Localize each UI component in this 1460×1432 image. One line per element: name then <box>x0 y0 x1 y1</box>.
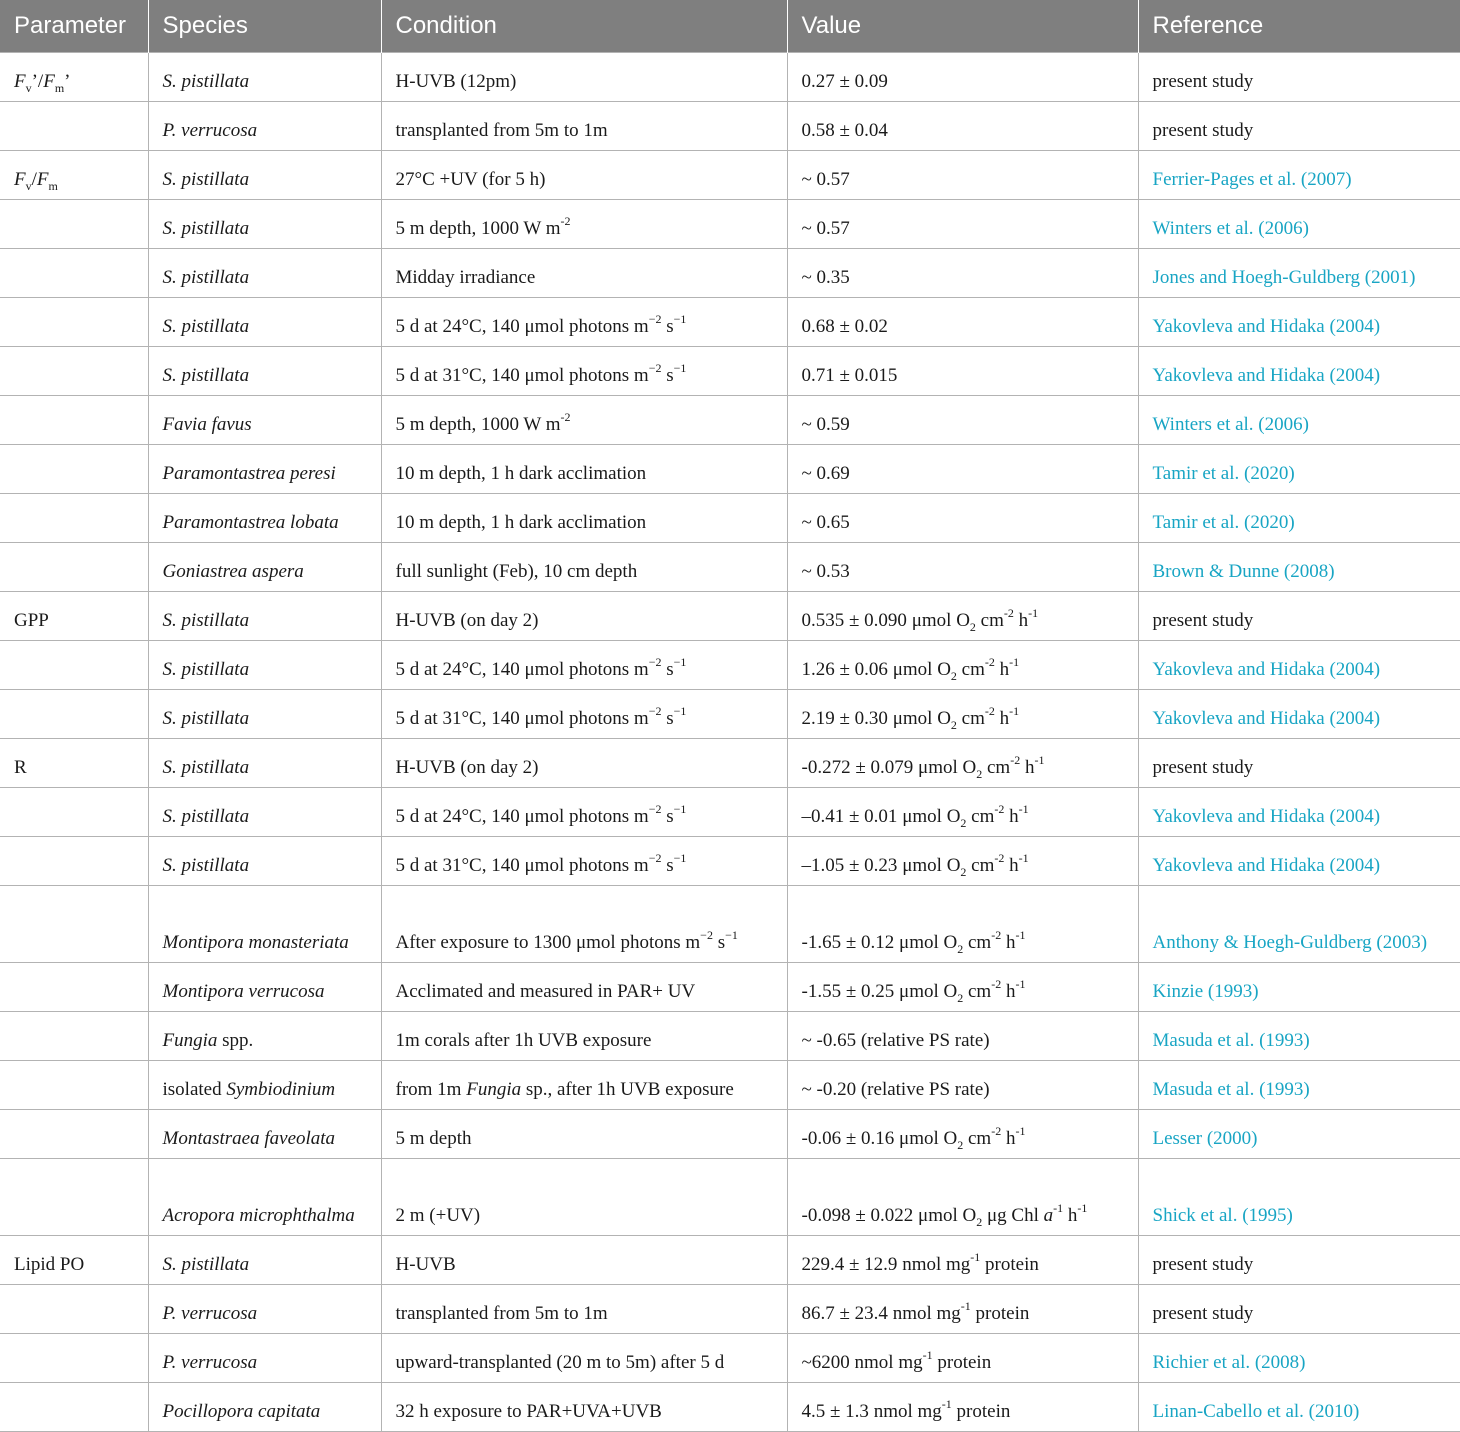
value-cell: –1.05 ± 0.23 μmol $O_2$ $cm^{-2}$ $h^{-1}$ <box>787 836 1138 885</box>
parameter-cell <box>0 346 148 395</box>
value-cell: -1.55 ± 0.25 μmol $O_2$ $cm^{-2}$ $h^{-1}$ <box>787 962 1138 1011</box>
reference-link[interactable]: Masuda et al. (1993) <box>1138 1060 1460 1109</box>
value-cell: 2.19 ± 0.30 μmol $O_2$ $cm^{-2}$ $h^{-1}$ <box>787 689 1138 738</box>
parameter-cell <box>0 1060 148 1109</box>
parameter-cell <box>0 101 148 150</box>
value-cell: ~ -0.20 (relative PS rate) <box>787 1060 1138 1109</box>
condition-cell: 32 h exposure to PAR+UVA+UVB <box>381 1382 787 1431</box>
condition-cell: 5 m depth, 1000 W $m^{-2}$ <box>381 395 787 444</box>
parameter-cell: Lipid PO <box>0 1235 148 1284</box>
parameter-cell <box>0 962 148 1011</box>
header-reference: Reference <box>1138 0 1460 52</box>
parameter-cell <box>0 1011 148 1060</box>
condition-cell: 5 m depth <box>381 1109 787 1158</box>
parameter-cell <box>0 199 148 248</box>
reference-link[interactable]: Jones and Hoegh-Guldberg (2001) <box>1138 248 1460 297</box>
table-row <box>0 689 1460 738</box>
reference-link[interactable]: Tamir et al. (2020) <box>1138 493 1460 542</box>
table-row <box>0 101 1460 150</box>
table-row <box>0 1011 1460 1060</box>
header-row <box>0 0 1460 52</box>
value-cell: ~ 0.57 <box>787 199 1138 248</box>
condition-cell: 5 d at 31°C, 140 μmol photons $m^{-2}$ $s^{-1}$ <box>381 346 787 395</box>
condition-cell: 5 d at 24°C, 140 μmol photons $m^{-2}$ $s^{-1}$ <box>381 297 787 346</box>
parameter-cell: $F_v’/F_m$’ <box>0 52 148 101</box>
parameter-cell <box>0 444 148 493</box>
table-row <box>0 444 1460 493</box>
reference-link[interactable]: Yakovleva and Hidaka (2004) <box>1138 836 1460 885</box>
parameter-cell <box>0 297 148 346</box>
condition-cell: Midday irradiance <box>381 248 787 297</box>
table-row <box>0 542 1460 591</box>
table-row <box>0 1158 1460 1235</box>
value-cell: 0.71 ± 0.015 <box>787 346 1138 395</box>
reference-link[interactable]: Yakovleva and Hidaka (2004) <box>1138 787 1460 836</box>
parameter-cell <box>0 1158 148 1235</box>
table-row <box>0 1235 1460 1284</box>
parameter-cell: GPP <box>0 591 148 640</box>
table-row <box>0 1382 1460 1431</box>
condition-cell: 27°C +UV (for 5 h) <box>381 150 787 199</box>
header-parameter: Parameter <box>14 11 127 39</box>
table-row <box>0 1284 1460 1333</box>
value-cell: 229.4 ± 12.9 nmol $mg^{-1}$ protein <box>787 1235 1138 1284</box>
table-row <box>0 836 1460 885</box>
species-cell: S. pistillata <box>148 787 381 836</box>
table-row <box>0 787 1460 836</box>
species-cell: S. pistillata <box>148 836 381 885</box>
reference-cell: present study <box>1138 738 1460 787</box>
species-cell: P. verrucosa <box>148 1284 381 1333</box>
species-cell: Paramontastrea peresi <box>148 444 381 493</box>
species-cell: S. pistillata <box>148 640 381 689</box>
header-value: Value <box>787 0 1138 52</box>
parameter-cell <box>0 1109 148 1158</box>
table-row <box>0 962 1460 1011</box>
species-cell: S. pistillata <box>148 52 381 101</box>
parameter-cell <box>0 1382 148 1431</box>
condition-cell: 10 m depth, 1 h dark acclimation <box>381 444 787 493</box>
species-cell: Paramontastrea lobata <box>148 493 381 542</box>
table-row <box>0 885 1460 962</box>
condition-cell: H-UVB (on day 2) <box>381 591 787 640</box>
condition-cell: full sunlight (Feb), 10 cm depth <box>381 542 787 591</box>
table-row <box>0 640 1460 689</box>
value-cell: 86.7 ± 23.4 nmol $mg^{-1}$ protein <box>787 1284 1138 1333</box>
table-row <box>0 1109 1460 1158</box>
condition-cell: transplanted from 5m to 1m <box>381 1284 787 1333</box>
condition-cell: 5 m depth, 1000 W $m^{-2}$ <box>381 199 787 248</box>
condition-cell: 10 m depth, 1 h dark acclimation <box>381 493 787 542</box>
parameter-cell <box>0 1284 148 1333</box>
condition-cell: H-UVB (12pm) <box>381 52 787 101</box>
condition-cell: transplanted from 5m to 1m <box>381 101 787 150</box>
table-row <box>0 346 1460 395</box>
table-row <box>0 150 1460 199</box>
table-row <box>0 199 1460 248</box>
value-cell: ~ -0.65 (relative PS rate) <box>787 1011 1138 1060</box>
reference-cell: present study <box>1138 591 1460 640</box>
table-row <box>0 1333 1460 1382</box>
species-cell: S. pistillata <box>148 150 381 199</box>
value-cell: –0.41 ± 0.01 μmol $O_2$ $cm^{-2}$ $h^{-1}$ <box>787 787 1138 836</box>
parameter-cell <box>0 395 148 444</box>
reference-link[interactable]: Yakovleva and Hidaka (2004) <box>1138 640 1460 689</box>
parameter-cell <box>0 836 148 885</box>
condition-cell: H-UVB (on day 2) <box>381 738 787 787</box>
species-cell: Montipora verrucosa <box>148 962 381 1011</box>
parameter-cell <box>0 885 148 962</box>
table-row <box>0 297 1460 346</box>
reference-cell: present study <box>1138 1235 1460 1284</box>
value-cell: 0.68 ± 0.02 <box>787 297 1138 346</box>
species-cell: Goniastrea aspera <box>148 542 381 591</box>
parameter-cell <box>0 689 148 738</box>
reference-link[interactable]: Winters et al. (2006) <box>1138 199 1460 248</box>
parameter-cell <box>0 248 148 297</box>
table-row <box>0 52 1460 101</box>
table-row <box>0 395 1460 444</box>
parameter-cell <box>0 542 148 591</box>
condition-cell: 1m corals after 1h UVB exposure <box>381 1011 787 1060</box>
value-cell: ~ 0.35 <box>787 248 1138 297</box>
condition-cell: After exposure to 1300 μmol photons $m^{-2}$ $s^{-1}$ <box>381 885 787 962</box>
table-row <box>0 1060 1460 1109</box>
condition-cell: H-UVB <box>381 1235 787 1284</box>
condition-cell: 2 m (+UV) <box>381 1158 787 1235</box>
table-row <box>0 248 1460 297</box>
species-cell: isolated Symbiodinium <box>148 1060 381 1109</box>
table-row <box>0 738 1460 787</box>
value-cell: -0.272 ± 0.079 μmol $O_2$ $cm^{-2}$ $h^{-1}$ <box>787 738 1138 787</box>
value-cell: -0.06 ± 0.16 μmol $O_2$ $cm^{-2}$ $h^{-1}$ <box>787 1109 1138 1158</box>
parameter-cell <box>0 493 148 542</box>
parameter-cell <box>0 640 148 689</box>
species-cell: S. pistillata <box>148 297 381 346</box>
condition-cell: 5 d at 31°C, 140 μmol photons $m^{-2}$ $s^{-1}$ <box>381 836 787 885</box>
reference-cell: present study <box>1138 1284 1460 1333</box>
value-cell: -0.098 ± 0.022 μmol $O_2$ μg Chl $a^{-1}$ $h^{-1}$ <box>787 1158 1138 1235</box>
species-cell: Pocillopora capitata <box>148 1382 381 1431</box>
table-row <box>0 591 1460 640</box>
condition-cell: 5 d at 24°C, 140 μmol photons $m^{-2}$ $s^{-1}$ <box>381 640 787 689</box>
reference-link[interactable]: Kinzie (1993) <box>1138 962 1460 1011</box>
table-row <box>0 493 1460 542</box>
reference-link[interactable]: Anthony & Hoegh-Guldberg (2003) <box>1138 885 1460 962</box>
species-cell: Fungia spp. <box>148 1011 381 1060</box>
species-cell: Favia favus <box>148 395 381 444</box>
species-cell: P. verrucosa <box>148 1333 381 1382</box>
reference-link[interactable]: Ferrier-Pages et al. (2007) <box>1138 150 1460 199</box>
value-cell: ~ 0.57 <box>787 150 1138 199</box>
species-cell: S. pistillata <box>148 199 381 248</box>
reference-link[interactable]: Yakovleva and Hidaka (2004) <box>1138 297 1460 346</box>
condition-cell: Acclimated and measured in PAR+ UV <box>381 962 787 1011</box>
value-cell: ~ 0.69 <box>787 444 1138 493</box>
reference-cell: present study <box>1138 101 1460 150</box>
condition-cell: upward-transplanted (20 m to 5m) after 5 d <box>381 1333 787 1382</box>
condition-cell: 5 d at 31°C, 140 μmol photons $m^{-2}$ $s^{-1}$ <box>381 689 787 738</box>
header-species: Species <box>148 0 381 52</box>
parameter-cell: $F_v/F_m$ <box>0 150 148 199</box>
species-cell: S. pistillata <box>148 248 381 297</box>
value-cell: 0.27 ± 0.09 <box>787 52 1138 101</box>
condition-cell: 5 d at 24°C, 140 μmol photons $m^{-2}$ $s^{-1}$ <box>381 787 787 836</box>
species-cell: S. pistillata <box>148 1235 381 1284</box>
value-cell: ~6200 nmol $mg^{-1}$ protein <box>787 1333 1138 1382</box>
value-cell: 0.58 ± 0.04 <box>787 101 1138 150</box>
header-condition: Condition <box>381 0 787 52</box>
species-cell: S. pistillata <box>148 738 381 787</box>
value-cell: -1.65 ± 0.12 μmol $O_2$ $cm^{-2}$ $h^{-1}$ <box>787 885 1138 962</box>
parameter-cell <box>0 787 148 836</box>
species-cell: S. pistillata <box>148 689 381 738</box>
reference-link[interactable]: Yakovleva and Hidaka (2004) <box>1138 346 1460 395</box>
value-cell: 4.5 ± 1.3 nmol $mg^{-1}$ protein <box>787 1382 1138 1431</box>
value-cell: ~ 0.59 <box>787 395 1138 444</box>
value-cell: 1.26 ± 0.06 μmol $O_2$ $cm^{-2}$ $h^{-1}$ <box>787 640 1138 689</box>
reference-link[interactable]: Winters et al. (2006) <box>1138 395 1460 444</box>
value-cell: ~ 0.53 <box>787 542 1138 591</box>
species-cell: P. verrucosa <box>148 101 381 150</box>
reference-link[interactable]: Lesser (2000) <box>1138 1109 1460 1158</box>
species-cell: Montastraea faveolata <box>148 1109 381 1158</box>
reference-link[interactable]: Linan-Cabello et al. (2010) <box>1138 1382 1460 1431</box>
reference-link[interactable]: Tamir et al. (2020) <box>1138 444 1460 493</box>
reference-link[interactable]: Brown & Dunne (2008) <box>1138 542 1460 591</box>
value-cell: ~ 0.65 <box>787 493 1138 542</box>
parameter-cell <box>0 1333 148 1382</box>
species-cell: Montipora monasteriata <box>148 885 381 962</box>
condition-cell: from 1m Fungia sp., after 1h UVB exposure <box>381 1060 787 1109</box>
reference-cell: present study <box>1138 52 1460 101</box>
value-cell: 0.535 ± 0.090 μmol $O_2$ $cm^{-2}$ $h^{-1}$ <box>787 591 1138 640</box>
reference-link[interactable]: Richier et al. (2008) <box>1138 1333 1460 1382</box>
species-cell: S. pistillata <box>148 346 381 395</box>
reference-link[interactable]: Shick et al. (1995) <box>1138 1158 1460 1235</box>
reference-link[interactable]: Masuda et al. (1993) <box>1138 1011 1460 1060</box>
species-cell: Acropora microphthalma <box>148 1158 381 1235</box>
reference-link[interactable]: Yakovleva and Hidaka (2004) <box>1138 689 1460 738</box>
species-cell: S. pistillata <box>148 591 381 640</box>
parameter-cell: R <box>0 738 148 787</box>
